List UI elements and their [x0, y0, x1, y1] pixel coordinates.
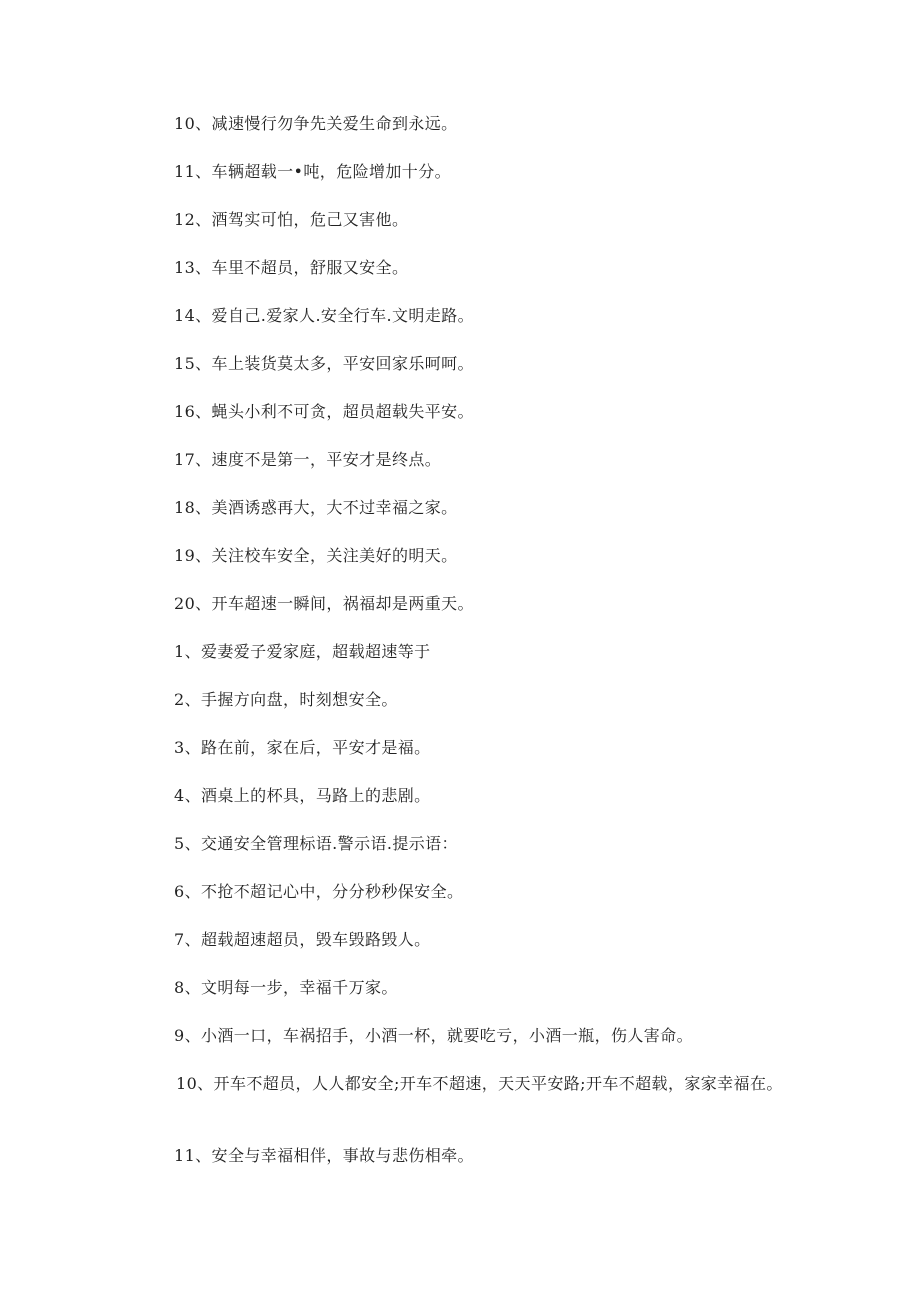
slogan-line: 11、安全与幸福相伴，事故与悲伤相牵。 — [174, 1146, 474, 1165]
slogan-line: 2、手握方向盘，时刻想安全。 — [174, 690, 398, 709]
slogan-line: 12、酒驾实可怕，危己又害他。 — [174, 210, 409, 229]
slogan-line: 13、车里不超员，舒服又安全。 — [174, 258, 409, 277]
slogan-line-wrapped: 10、开车不超员，人人都安全;开车不超速，天天平安路;开车不超载，家家幸福在。 — [176, 1074, 783, 1093]
slogan-line: 5、交通安全管理标语.警示语.提示语： — [174, 834, 458, 853]
slogan-line: 3、路在前，家在后，平安才是福。 — [174, 738, 431, 757]
slogan-line: 7、超载超速超员，毁车毁路毁人。 — [174, 930, 431, 949]
slogan-line: 8、文明每一步，幸福千万家。 — [174, 978, 398, 997]
slogan-line: 20、开车超速一瞬间，祸福却是两重天。 — [174, 594, 474, 613]
slogan-line: 6、不抢不超记心中，分分秒秒保安全。 — [174, 882, 464, 901]
slogan-line: 16、蝇头小利不可贪，超员超载失平安。 — [174, 402, 474, 421]
slogan-line: 9、小酒一口，车祸招手，小酒一杯，就要吃亏，小酒一瓶，伤人害命。 — [174, 1026, 693, 1045]
slogan-line: 17、速度不是第一，平安才是终点。 — [174, 450, 442, 469]
slogan-line: 19、关注校车安全，关注美好的明天。 — [174, 546, 458, 565]
slogan-line: 1、爱妻爱子爱家庭，超载超速等于 — [174, 642, 431, 661]
slogan-line: 14、爱自己.爱家人.安全行车.文明走路。 — [174, 306, 475, 325]
slogan-line: 11、车辆超载一•吨，危险增加十分。 — [174, 162, 451, 181]
slogan-line: 4、酒桌上的杯具，马路上的悲剧。 — [174, 786, 431, 805]
slogan-line: 15、车上装货莫太多，平安回家乐呵呵。 — [174, 354, 474, 373]
slogan-line: 10、减速慢行勿争先关爱生命到永远。 — [174, 114, 458, 133]
slogan-line: 18、美酒诱惑再大，大不过幸福之家。 — [174, 498, 458, 517]
